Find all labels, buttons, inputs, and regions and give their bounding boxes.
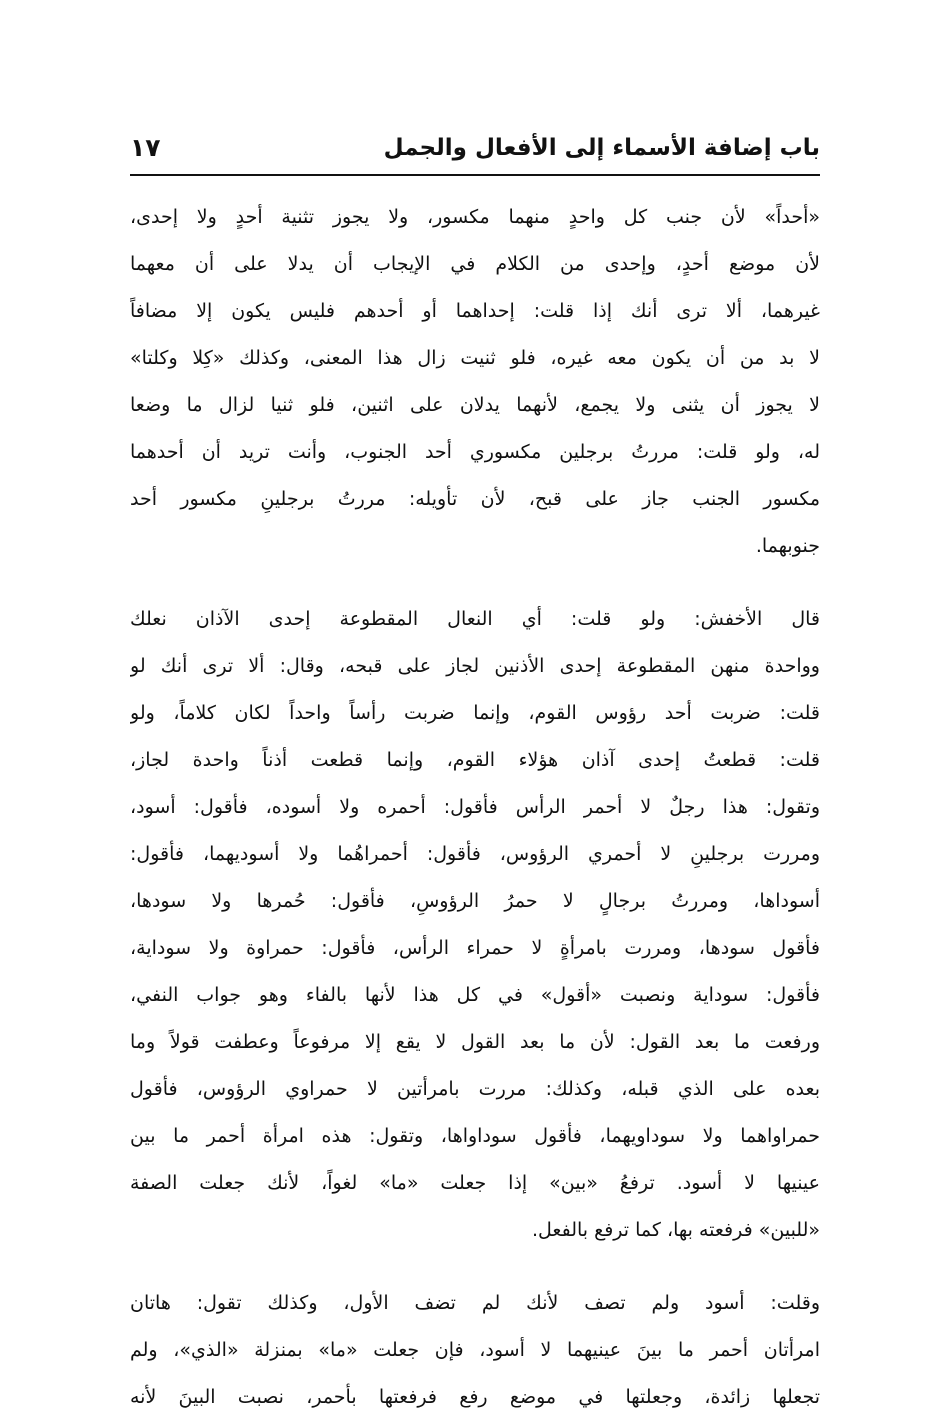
text-line: فأقول: سوداية ونصبت «أقول» في كل هذا لأنها بالفاء وهو جواب النفي،: [130, 984, 820, 1006]
paragraph-2: [130, 596, 820, 1254]
text-line: امرأتان أحمر ما بينَ عينيهما لا أسود، فإن جعلت «ما» بمنزلة «الذي»، ولم: [130, 1339, 820, 1361]
paragraph-1: [130, 194, 820, 570]
text-line: له، ولو قلت: مررتُ برجلين مكسوري أحد الجنوب، وأنت تريد أن أحدهما: [130, 441, 820, 463]
header-rule: [130, 174, 820, 176]
text-line: مكسور الجنب جاز على قبح، لأن تأويله: مررتُ برجلينِ مكسور أحد: [130, 488, 820, 510]
text-line: لا يجوز أن يثنى ولا يجمع، لأنهما يدلان على اثنين، فلو ثنيا لزال ما وضعا: [130, 394, 820, 416]
text-line: وتقول: هذا رجلٌ لا أحمر الرأس فأقول: أحمره ولا أسوده، فأقول: أسود،: [130, 796, 820, 818]
running-header: [130, 130, 820, 170]
text-line: ومررت برجلينِ لا أحمري الرؤوس، فأقول: أحمراهُما ولا أسوديهما، فأقول:: [130, 843, 820, 865]
text-line: وواحدة منهن المقطوعة إحدى الأذنين لجاز على قبحه، وقال: ألا ترى أنك لو: [130, 655, 820, 677]
text-line: ورفعت ما بعد القول: لأن ما بعد القول لا يقع إلا مرفوعاً وعطفت قولاً وما: [130, 1031, 820, 1053]
text-line: عينيها لا أسود. ترفعُ «بين» إذا جعلت «ما» لغواً، لأنك جعلت الصفة: [130, 1172, 820, 1194]
text-line: تجعلها زائدة، وجعلتها في موضع رفع فرفعتها بأحمر، نصبت البينَ لأنه: [130, 1386, 820, 1408]
chapter-title: باب إضافة الأسماء إلى الأفعال والجمل: [383, 135, 820, 161]
body-text: [130, 194, 820, 1421]
paragraph-3: [130, 1280, 820, 1421]
text-line: لا بد من أن يكون معه غيره، فلو ثنيت زال هذا المعنى، وكذلك «كِلا وكلتا»: [130, 347, 820, 369]
text-line: قال الأخفش: ولو قلت: أي النعال المقطوعة إحدى الآذان نعلك: [130, 608, 820, 630]
text-line: قلت: ضربت أحد رؤوس القوم، وإنما ضربت رأساً واحداً لكان كلاماً، ولو: [130, 702, 820, 724]
text-line: جنوبهما.: [755, 535, 820, 557]
text-line: لأن موضع أحدٍ، وإحدى من الكلام في الإيجاب أن يدلا على أن معهما: [130, 253, 820, 275]
text-line: وقلت: أسود ولم تصف لأنك لم تضف الأول، وكذلك تقول: هاتان: [130, 1292, 820, 1314]
text-line: فأقول سودها، ومررت بامرأةٍ لا حمراء الرأس، فأقول: حمراوة ولا سوداية،: [130, 937, 820, 959]
text-line: بعده على الذي قبله، وكذلك: مررت بامرأتين لا حمراوي الرؤوس، فأقول: [130, 1078, 820, 1100]
text-line: قلت: قطعتُ إحدى آذان هؤلاء القوم، وإنما قطعت أذناً واحدة لجاز،: [130, 749, 820, 771]
text-line: «أحداً» لأن جنب كل واحدٍ منهما مكسور، ولا يجوز تثنية أحدٍ ولا إحدى،: [130, 206, 820, 228]
text-line: «للبين» فرفعته بها، كما ترفع بالفعل.: [531, 1219, 820, 1241]
page-number: ١٧: [130, 133, 161, 162]
text-line: أسوداها، ومررتُ برجالٍ لا حمرُ الرؤوسِ، فأقول: حُمرها ولا سودها،: [130, 890, 820, 912]
text-line: غيرهما، ألا ترى أنك إذا قلت: إحداهما أو أحدهم فليس يكون إلا مضافاً: [130, 300, 820, 322]
text-line: حمراواهما ولا سوداويهما، فأقول سوداواها، وتقول: هذه امرأة أحمر ما بين: [130, 1125, 820, 1147]
